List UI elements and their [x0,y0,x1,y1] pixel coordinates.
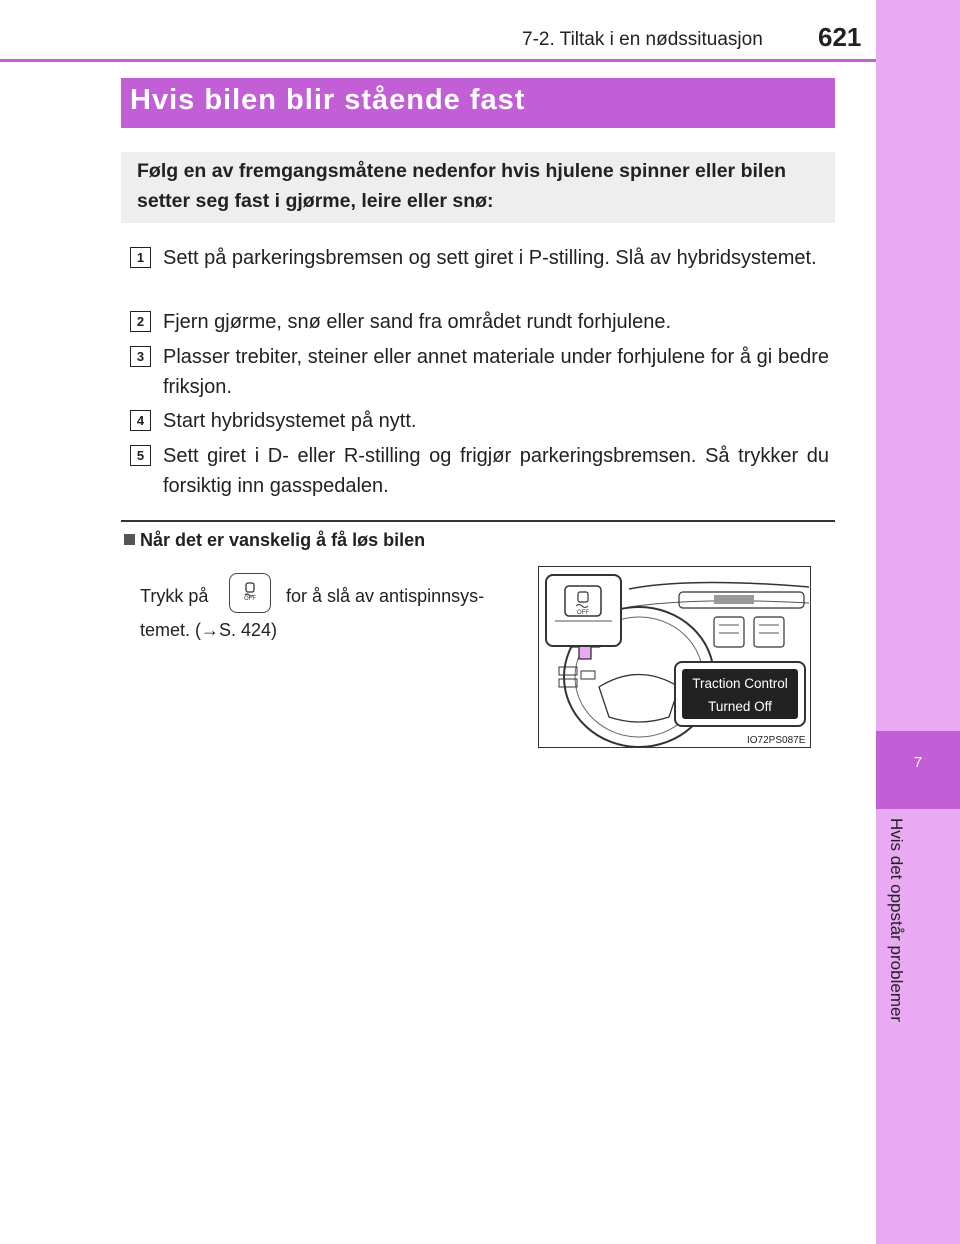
step-number: 2 [130,311,151,332]
page-number: 621 [818,22,862,52]
figure-id: IO72PS087E [747,735,806,746]
step-text: Fjern gjørme, snø eller sand fra området rundt forhjulene. [163,311,671,333]
intro-text: Følg en av fremgangsmåtene nedenfor hvis hjulene spinner eller bilen setter seg fast i gjørme, leire eller snø: [137,160,787,212]
display-line-2: Turned Off [708,699,772,714]
step-number: 3 [130,346,151,367]
display-line-1: Traction Control [692,676,788,691]
body-text-before-button: Trykk på [140,586,209,606]
step-number: 5 [130,445,151,466]
step-number: 4 [130,410,151,431]
multi-info-display [682,669,798,719]
bullet-square-icon [124,534,135,545]
step-text: Sett giret i D- eller R-stilling og frigjør parkeringsbremsen. Så trykker du forsiktig inn gasspedalen. [163,445,829,497]
header-divider [0,59,876,62]
button-closeup [545,574,622,647]
body-text-line-2: temet. (→S. 424) [140,620,278,640]
display-callout [674,661,806,727]
title-bar [121,78,835,128]
step-text: Sett på parkeringsbremsen og sett giret i P-stilling. Slå av hybridsystemet. [163,247,817,269]
step-text: Plasser trebiter, steiner eller annet materiale under forhjulene for å gi bedre friksjon. [163,346,829,398]
running-header: 7-2. Tiltak i en nødssituasjon [522,29,763,50]
step-number: 1 [130,247,151,268]
section-divider [121,520,835,522]
subsection-heading: Når det er vanskelig å få løs bilen [124,530,425,551]
chapter-number-tab: 7 [876,731,960,809]
dashboard-illustration [538,566,811,748]
button-closeup-drawing [547,576,620,645]
skid-car-icon [230,574,270,612]
chapter-title-tab: Hvis det oppstår problemer [887,818,906,1023]
button-off-label: OFF [244,596,256,602]
step-text: Start hybridsystemet på nytt. [163,410,417,432]
intro-box [121,152,835,223]
traction-off-button-icon [229,573,271,613]
svg-text:OFF: OFF [577,610,589,616]
body-text-after-button: for å slå av antispinnsys- [286,586,485,606]
page-title: Hvis bilen blir stående fast [130,84,526,116]
